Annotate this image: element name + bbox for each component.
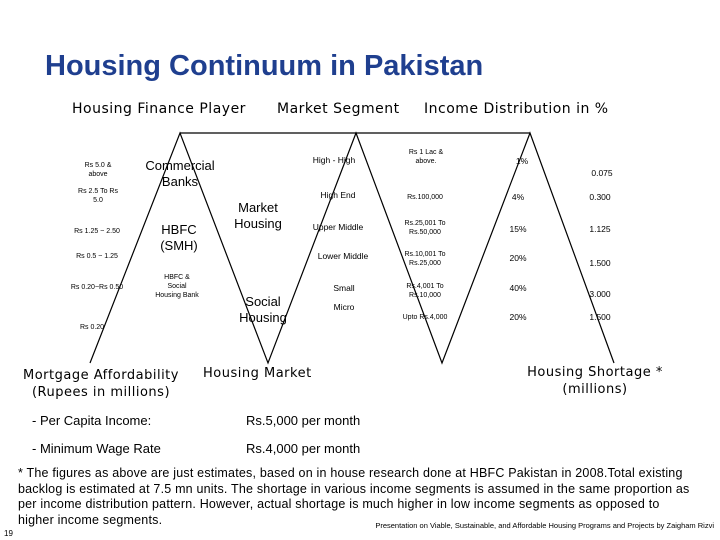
market-housing-label: Market Housing	[234, 200, 282, 231]
affordability-level: Rs 0.20~Rs 0.50	[70, 284, 124, 291]
distribution-pct: 40%	[509, 283, 527, 293]
shortage-value: 1.500	[589, 258, 611, 268]
distribution-pct: 15%	[509, 224, 527, 234]
header-finance-player: Housing Finance Player	[72, 101, 246, 117]
housing-shortage-label: Housing Shortage * (millions)	[527, 365, 663, 397]
distribution-pct: 20%	[509, 253, 527, 263]
affordability-level: Rs 0.20	[79, 324, 105, 331]
social-housing-label: Social Housing	[239, 294, 287, 325]
slide-number: 19	[4, 529, 13, 538]
footnote	[18, 466, 698, 528]
shortage-value: 0.300	[589, 192, 611, 202]
income-range: Rs.4,001 To Rs.10,000	[406, 283, 444, 299]
income-range: Upto Rs.4,000	[402, 314, 448, 321]
segment-label: Lower Middle	[317, 251, 369, 261]
finance-player-hbfc: HBFC (SMH)	[160, 222, 198, 253]
finance-player-hbfc-social: HBFC & Social Housing Bank	[155, 274, 199, 299]
per-capita-income-label: - Per Capita Income:	[32, 413, 152, 428]
finance-player-commercial-banks: Commercial Banks	[145, 158, 215, 189]
income-range: Rs.25,001 To Rs.50,000	[404, 220, 446, 236]
shortage-value: 1.125	[589, 224, 611, 234]
segment-label: Micro	[333, 302, 355, 312]
footnote-text: * The figures as above are just estimates, based on in house research done at HBFC Pakistan in 2008.Total existing backlog is estimated at 7.5 mn units. The shortage in various income segments is assumed in the same proportion as per income distribution pattern. However, actual shortage is much higher in low income segments as opposed to higher income segments.	[18, 466, 690, 527]
affordability-level: Rs 2.5 To Rs 5.0	[78, 188, 118, 204]
affordability-level: Rs 1.25 ~ 2.50	[74, 228, 120, 235]
mortgage-affordability-label: Mortgage Affordability (Rupees in millions)	[23, 368, 179, 400]
segment-label: High - High	[312, 155, 356, 165]
minimum-wage-value: Rs.4,000 per month	[246, 441, 361, 456]
income-range: Rs.10,001 To Rs.25,000	[404, 251, 446, 267]
shortage-value: 1.500	[589, 312, 611, 322]
header-market-segment: Market Segment	[277, 101, 400, 117]
shortage-value: 3.000	[589, 289, 611, 299]
presentation-credit: Presentation on Viable, Sustainable, and Affordable Housing Programs and Projects by Zaigham Rizvi	[375, 521, 714, 530]
segment-label: Upper Middle	[312, 222, 364, 232]
header-income-distribution: Income Distribution in %	[424, 101, 609, 117]
segment-label: Small	[333, 283, 355, 293]
minimum-wage-label: - Minimum Wage Rate	[32, 441, 161, 456]
income-range: Rs 1 Lac & above.	[408, 149, 444, 165]
page-title: Housing Continuum in Pakistan	[45, 50, 484, 82]
distribution-pct: 1%	[515, 156, 529, 166]
affordability-level: Rs 5.0 & above	[84, 162, 112, 178]
distribution-pct: 20%	[509, 312, 527, 322]
housing-market-label: Housing Market	[203, 366, 312, 381]
per-capita-income-value: Rs.5,000 per month	[246, 413, 361, 428]
shortage-value: 0.075	[591, 168, 613, 178]
distribution-pct: 4%	[511, 192, 525, 202]
income-range: Rs.100,000	[407, 194, 443, 201]
segment-label: High End	[320, 190, 356, 200]
affordability-level: Rs 0.5 ~ 1.25	[76, 253, 118, 260]
